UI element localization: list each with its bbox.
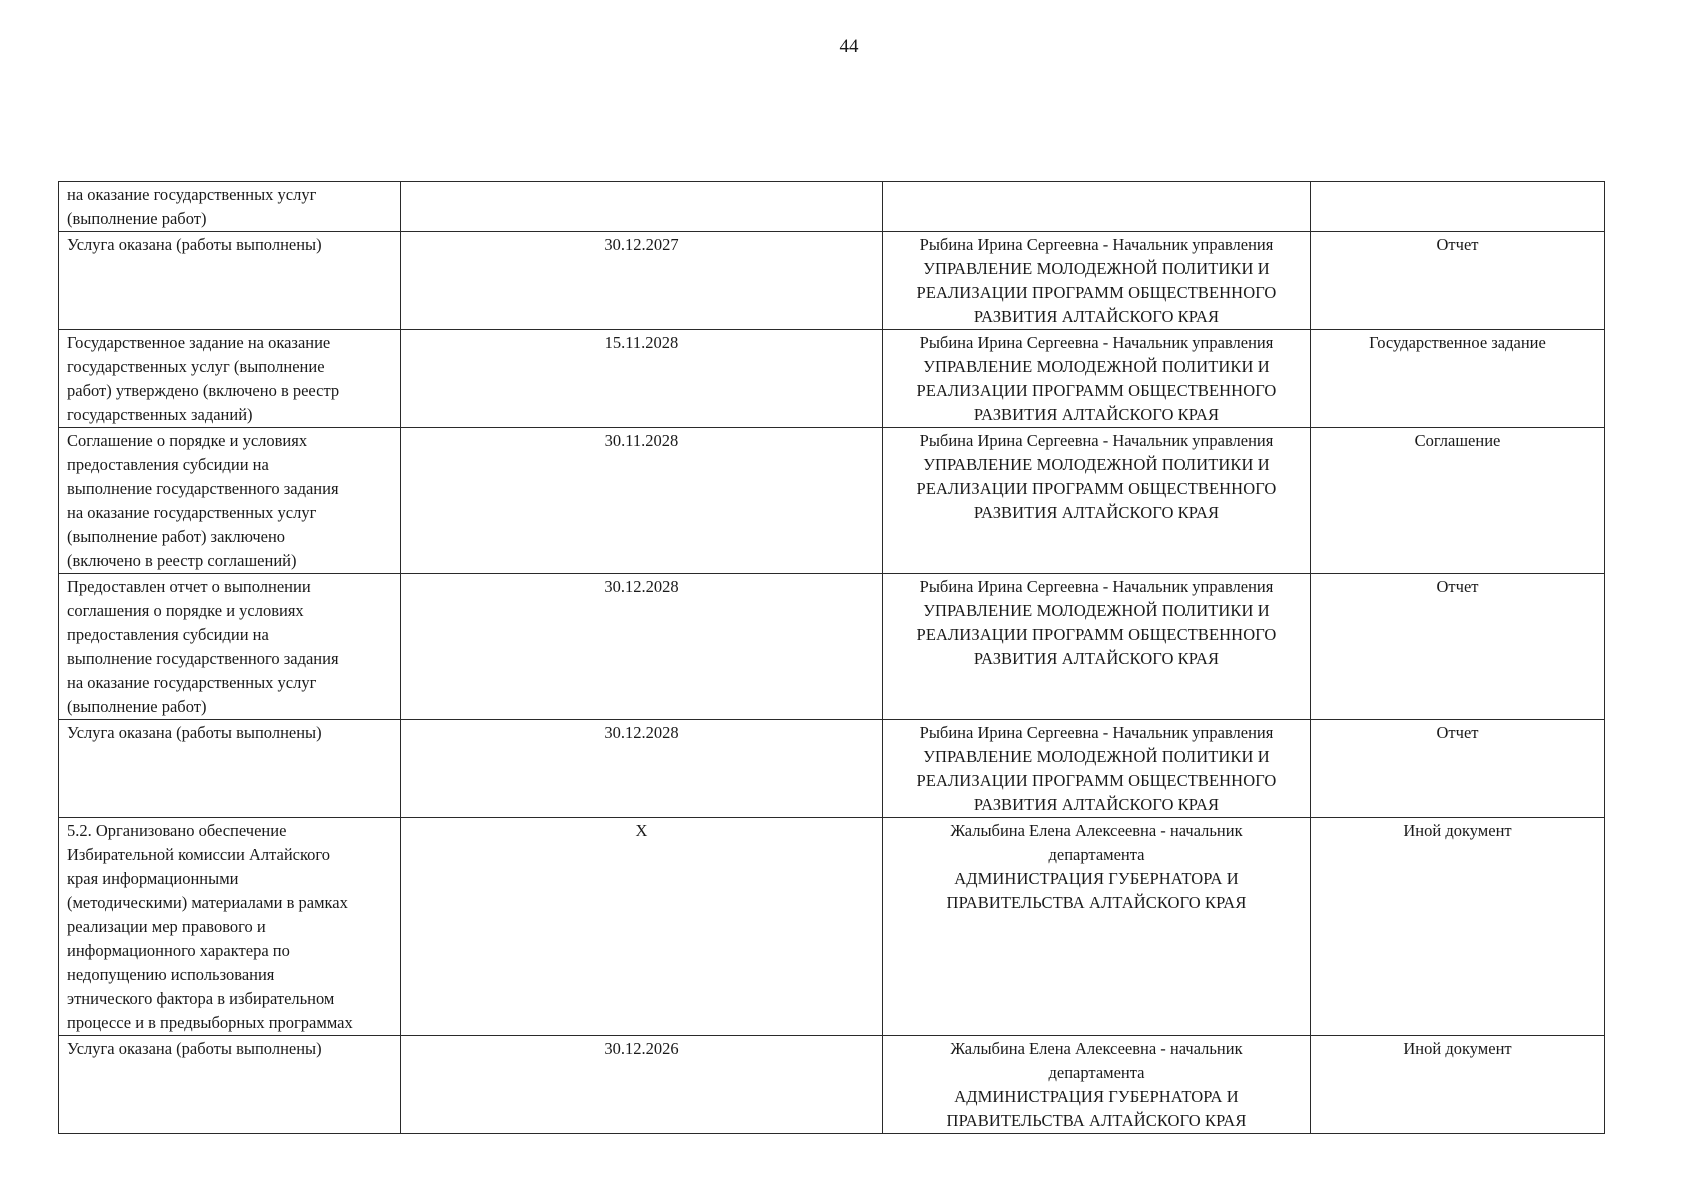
description-line: Соглашение о порядке и условиях — [67, 431, 308, 450]
description-line: информационного характера по — [67, 941, 290, 960]
responsible-org-line: ПРАВИТЕЛЬСТВА АЛТАЙСКОГО КРАЯ — [946, 1111, 1247, 1130]
responsible-person: Жалыбина Елена Алексеевна - начальник — [950, 1039, 1243, 1058]
responsible-cell — [883, 574, 1311, 720]
table-row — [59, 428, 1605, 574]
document-cell: Отчет — [1311, 574, 1605, 720]
responsible-org-line: РЕАЛИЗАЦИИ ПРОГРАММ ОБЩЕСТВЕННОГО — [916, 625, 1277, 644]
description-line: предоставления субсидии на — [67, 455, 269, 474]
description-line: Услуга оказана (работы выполнены) — [67, 1039, 322, 1058]
description-line: Государственное задание на оказание — [67, 333, 331, 352]
responsible-org-line: РАЗВИТИЯ АЛТАЙСКОГО КРАЯ — [973, 503, 1220, 522]
description-line: реализации мер правового и — [67, 917, 266, 936]
description-line: Услуга оказана (работы выполнены) — [67, 235, 322, 254]
description-cell — [59, 720, 401, 818]
responsible-person: департамента — [1048, 845, 1145, 864]
description-line: Избирательной комиссии Алтайского — [67, 845, 331, 864]
responsible-person: Рыбина Ирина Сергеевна - Начальник управления — [919, 577, 1274, 596]
description-line: на оказание государственных услуг — [67, 503, 317, 522]
description-cell — [59, 428, 401, 574]
document-cell: Отчет — [1311, 720, 1605, 818]
responsible-person: Жалыбина Елена Алексеевна - начальник — [950, 821, 1243, 840]
responsible-cell — [883, 720, 1311, 818]
responsible-org-line: РЕАЛИЗАЦИИ ПРОГРАММ ОБЩЕСТВЕННОГО — [916, 381, 1277, 400]
description-line: (выполнение работ) — [67, 697, 207, 716]
responsible-cell — [883, 428, 1311, 574]
document-cell — [1311, 182, 1605, 232]
description-line: этнического фактора в избирательном — [67, 989, 335, 1008]
date-cell: 30.11.2028 — [401, 428, 883, 574]
responsible-org-line: РЕАЛИЗАЦИИ ПРОГРАММ ОБЩЕСТВЕННОГО — [916, 771, 1277, 790]
description-line: процессе и в предвыборных программах — [67, 1013, 353, 1032]
responsible-cell — [883, 1036, 1311, 1134]
description-line: недопущению использования — [67, 965, 275, 984]
responsible-org-line: УПРАВЛЕНИЕ МОЛОДЕЖНОЙ ПОЛИТИКИ И — [923, 259, 1270, 278]
responsible-org-line: УПРАВЛЕНИЕ МОЛОДЕЖНОЙ ПОЛИТИКИ И — [923, 455, 1270, 474]
description-line: Услуга оказана (работы выполнены) — [67, 723, 322, 742]
responsible-person: Рыбина Ирина Сергеевна - Начальник управления — [919, 333, 1274, 352]
description-line: (выполнение работ) заключено — [67, 527, 286, 546]
description-cell — [59, 330, 401, 428]
page-number: 44 — [839, 36, 859, 57]
document-cell: Государственное задание — [1311, 330, 1605, 428]
responsible-person: Рыбина Ирина Сергеевна - Начальник управления — [919, 235, 1274, 254]
table-row — [59, 232, 1605, 330]
table-row — [59, 818, 1605, 1036]
document-cell: Отчет — [1311, 232, 1605, 330]
table-row — [59, 574, 1605, 720]
responsible-person: департамента — [1048, 1063, 1145, 1082]
description-line: края информационными — [67, 869, 239, 888]
responsible-person: Рыбина Ирина Сергеевна - Начальник управления — [919, 431, 1274, 450]
table-row — [59, 182, 1605, 232]
document-cell: Иной документ — [1311, 1036, 1605, 1134]
date-cell: 30.12.2026 — [401, 1036, 883, 1134]
responsible-org-line: РЕАЛИЗАЦИИ ПРОГРАММ ОБЩЕСТВЕННОГО — [916, 479, 1277, 498]
responsible-cell — [883, 818, 1311, 1036]
responsible-person: Рыбина Ирина Сергеевна - Начальник управления — [919, 723, 1274, 742]
description-line: (выполнение работ) — [67, 209, 207, 228]
description-cell — [59, 574, 401, 720]
control-points-table — [58, 181, 1605, 1134]
description-cell — [59, 818, 401, 1036]
description-line: 5.2. Организовано обеспечение — [67, 821, 287, 840]
description-line: на оказание государственных услуг — [67, 673, 317, 692]
date-cell: 30.12.2028 — [401, 720, 883, 818]
description-line: на оказание государственных услуг — [67, 185, 317, 204]
description-cell — [59, 232, 401, 330]
date-cell: Х — [401, 818, 883, 1036]
description-line: государственных услуг (выполнение — [67, 357, 325, 376]
responsible-org-line: АДМИНИСТРАЦИЯ ГУБЕРНАТОРА И — [954, 1087, 1239, 1106]
description-line: соглашения о порядке и условиях — [67, 601, 304, 620]
responsible-org-line: УПРАВЛЕНИЕ МОЛОДЕЖНОЙ ПОЛИТИКИ И — [923, 601, 1270, 620]
description-line: (методическими) материалами в рамках — [67, 893, 348, 912]
description-line: выполнение государственного задания — [67, 649, 339, 668]
date-cell: 15.11.2028 — [401, 330, 883, 428]
document-cell: Соглашение — [1311, 428, 1605, 574]
description-line: (включено в реестр соглашений) — [67, 551, 297, 570]
responsible-org-line: АДМИНИСТРАЦИЯ ГУБЕРНАТОРА И — [954, 869, 1239, 888]
responsible-org-line: УПРАВЛЕНИЕ МОЛОДЕЖНОЙ ПОЛИТИКИ И — [923, 747, 1270, 766]
responsible-org-line: РЕАЛИЗАЦИИ ПРОГРАММ ОБЩЕСТВЕННОГО — [916, 283, 1277, 302]
document-cell: Иной документ — [1311, 818, 1605, 1036]
responsible-cell — [883, 232, 1311, 330]
responsible-org-line: РАЗВИТИЯ АЛТАЙСКОГО КРАЯ — [973, 649, 1220, 668]
responsible-cell — [883, 330, 1311, 428]
responsible-org-line: УПРАВЛЕНИЕ МОЛОДЕЖНОЙ ПОЛИТИКИ И — [923, 357, 1270, 376]
responsible-org-line: РАЗВИТИЯ АЛТАЙСКОГО КРАЯ — [973, 405, 1220, 424]
date-cell: 30.12.2028 — [401, 574, 883, 720]
date-cell: 30.12.2027 — [401, 232, 883, 330]
responsible-org-line: РАЗВИТИЯ АЛТАЙСКОГО КРАЯ — [973, 795, 1220, 814]
table-row — [59, 330, 1605, 428]
table-row — [59, 1036, 1605, 1134]
description-line: работ) утверждено (включено в реестр — [67, 381, 340, 400]
description-cell — [59, 182, 401, 232]
description-line: выполнение государственного задания — [67, 479, 339, 498]
description-line: Предоставлен отчет о выполнении — [67, 577, 311, 596]
description-cell — [59, 1036, 401, 1134]
description-line: государственных заданий) — [67, 405, 253, 424]
responsible-cell — [883, 182, 1311, 232]
table-row — [59, 720, 1605, 818]
description-line: предоставления субсидии на — [67, 625, 269, 644]
date-cell — [401, 182, 883, 232]
responsible-org-line: ПРАВИТЕЛЬСТВА АЛТАЙСКОГО КРАЯ — [946, 893, 1247, 912]
responsible-org-line: РАЗВИТИЯ АЛТАЙСКОГО КРАЯ — [973, 307, 1220, 326]
